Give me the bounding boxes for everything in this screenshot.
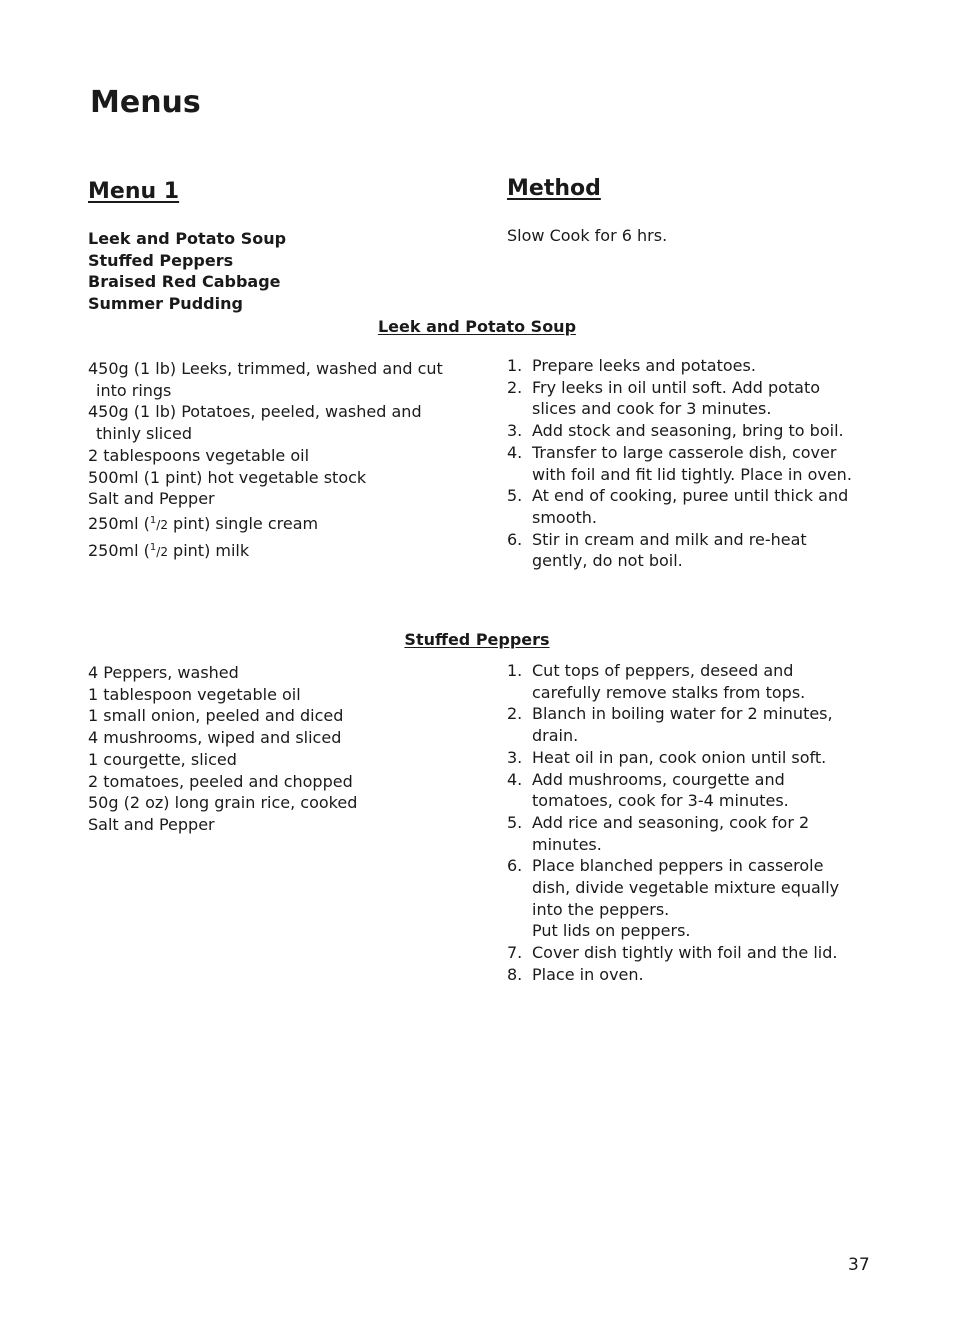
- ingredient-item: 4 mushrooms, wiped and sliced: [88, 728, 342, 748]
- ingredient-item-milk: [88, 537, 448, 564]
- method-step: [507, 660, 852, 703]
- ingredient-prefix: 250ml (: [88, 540, 150, 560]
- page-title: Menus: [90, 85, 201, 120]
- step-number: 1.: [507, 356, 523, 375]
- step-number: 4.: [507, 442, 523, 462]
- step-number: 7.: [507, 943, 523, 963]
- method-step: [507, 942, 852, 964]
- step-text: Add stock and seasoning, bring to boil.: [532, 421, 844, 441]
- step-text: Cover dish tightly with foil and the lid.: [532, 943, 838, 963]
- step-text: At end of cooking, puree until thick and smooth.: [532, 486, 849, 527]
- step-text: Place in oven.: [532, 964, 644, 984]
- step-number: 1.: [507, 661, 523, 680]
- ingredient-suffix: pint) milk: [167, 540, 250, 560]
- step-number: 4.: [507, 769, 523, 789]
- step-number: 3.: [507, 421, 523, 441]
- peppers-step-list: [507, 660, 852, 986]
- method-intro: Slow Cook for 6 hrs.: [507, 226, 668, 245]
- menu-dish: Leek and Potato Soup: [88, 229, 287, 248]
- method-step: [507, 355, 852, 377]
- ingredient-item: 1 small onion, peeled and diced: [88, 706, 344, 726]
- soup-step-list: [507, 355, 852, 572]
- fraction-denominator: /2: [156, 544, 168, 559]
- step-number: 2.: [507, 377, 523, 397]
- soup-heading: Leek and Potato Soup: [377, 317, 577, 336]
- page-number: 37: [848, 1255, 870, 1275]
- ingredient-item: Salt and Pepper: [88, 489, 215, 509]
- menu-dish: Summer Pudding: [88, 294, 243, 314]
- ingredient-item: 4 Peppers, washed: [88, 663, 239, 682]
- step-number: 5.: [507, 812, 523, 832]
- method-step: [507, 703, 852, 746]
- step-number: 6.: [507, 529, 523, 549]
- ingredient-item: 500ml (1 pint) hot vegetable stock: [88, 467, 367, 487]
- ingredient-item: 450g (1 lb) Potatoes, peeled, washed and thinly sliced: [88, 402, 422, 444]
- method-step: [507, 377, 852, 420]
- fraction-denominator: /2: [156, 517, 168, 532]
- method-step: [507, 855, 852, 942]
- menu-dish: Braised Red Cabbage: [88, 272, 281, 292]
- ingredient-prefix: 250ml (: [88, 513, 150, 533]
- step-text: Blanch in boiling water for 2 minutes, drain.: [532, 704, 833, 746]
- step-number: 2.: [507, 704, 523, 724]
- step-text: Place blanched peppers in casserole dish, divide vegetable mixture equally into the peppers.: [532, 856, 840, 919]
- fraction-numerator: 1: [149, 541, 157, 553]
- ingredient-item: 2 tablespoons vegetable oil: [88, 445, 310, 465]
- ingredient-item: 2 tomatoes, peeled and chopped: [88, 771, 353, 791]
- step-text: Transfer to large casserole dish, cover with foil and fit lid tightly. Place in oven.: [532, 442, 852, 484]
- step-number: 3.: [507, 747, 523, 767]
- step-text: Cut tops of peppers, deseed and carefully remove stalks from tops.: [532, 661, 806, 702]
- step-text: Prepare leeks and potatoes.: [532, 356, 756, 375]
- ingredient-item: Salt and Pepper: [88, 814, 215, 834]
- step-text: Add rice and seasoning, cook for 2 minutes.: [532, 812, 810, 854]
- ingredient-suffix: pint) single cream: [167, 513, 319, 533]
- peppers-heading: Stuffed Peppers: [404, 630, 550, 649]
- method-step: [507, 442, 852, 485]
- menu-dish-list: [88, 228, 286, 315]
- ingredient-item: 1 tablespoon vegetable oil: [88, 684, 301, 704]
- method-step: [507, 485, 852, 528]
- ingredient-item: 450g (1 lb) Leeks, trimmed, washed and cut into rings: [88, 359, 443, 400]
- menu-dish: Stuffed Peppers: [88, 250, 234, 270]
- method-heading: Method: [507, 176, 601, 201]
- step-number: 5.: [507, 486, 523, 506]
- step-text: Stir in cream and milk and re-heat gently, do not boil.: [532, 529, 807, 571]
- step-text: Heat oil in pan, cook onion until soft.: [532, 747, 827, 767]
- ingredient-item: 1 courgette, sliced: [88, 749, 237, 769]
- menu-heading: Menu 1: [88, 179, 180, 204]
- ingredient-item: 50g (2 oz) long grain rice, cooked: [88, 793, 358, 813]
- step-text: Add mushrooms, courgette and tomatoes, cook for 3-4 minutes.: [532, 769, 789, 811]
- method-step: [507, 964, 852, 986]
- method-step: [507, 769, 852, 812]
- step-text-extra: Put lids on peppers.: [532, 921, 691, 941]
- method-step: [507, 812, 852, 855]
- fraction-numerator: 1: [149, 514, 157, 526]
- step-text: Fry leeks in oil until soft. Add potato slices and cook for 3 minutes.: [532, 377, 821, 419]
- step-number: 8.: [507, 964, 523, 984]
- peppers-ingredient-list: [88, 662, 448, 836]
- method-step: [507, 529, 852, 572]
- method-step: [507, 420, 852, 442]
- method-step: [507, 747, 852, 769]
- step-number: 6.: [507, 856, 523, 876]
- ingredient-item-cream: [88, 510, 448, 537]
- soup-ingredient-list: [88, 358, 448, 563]
